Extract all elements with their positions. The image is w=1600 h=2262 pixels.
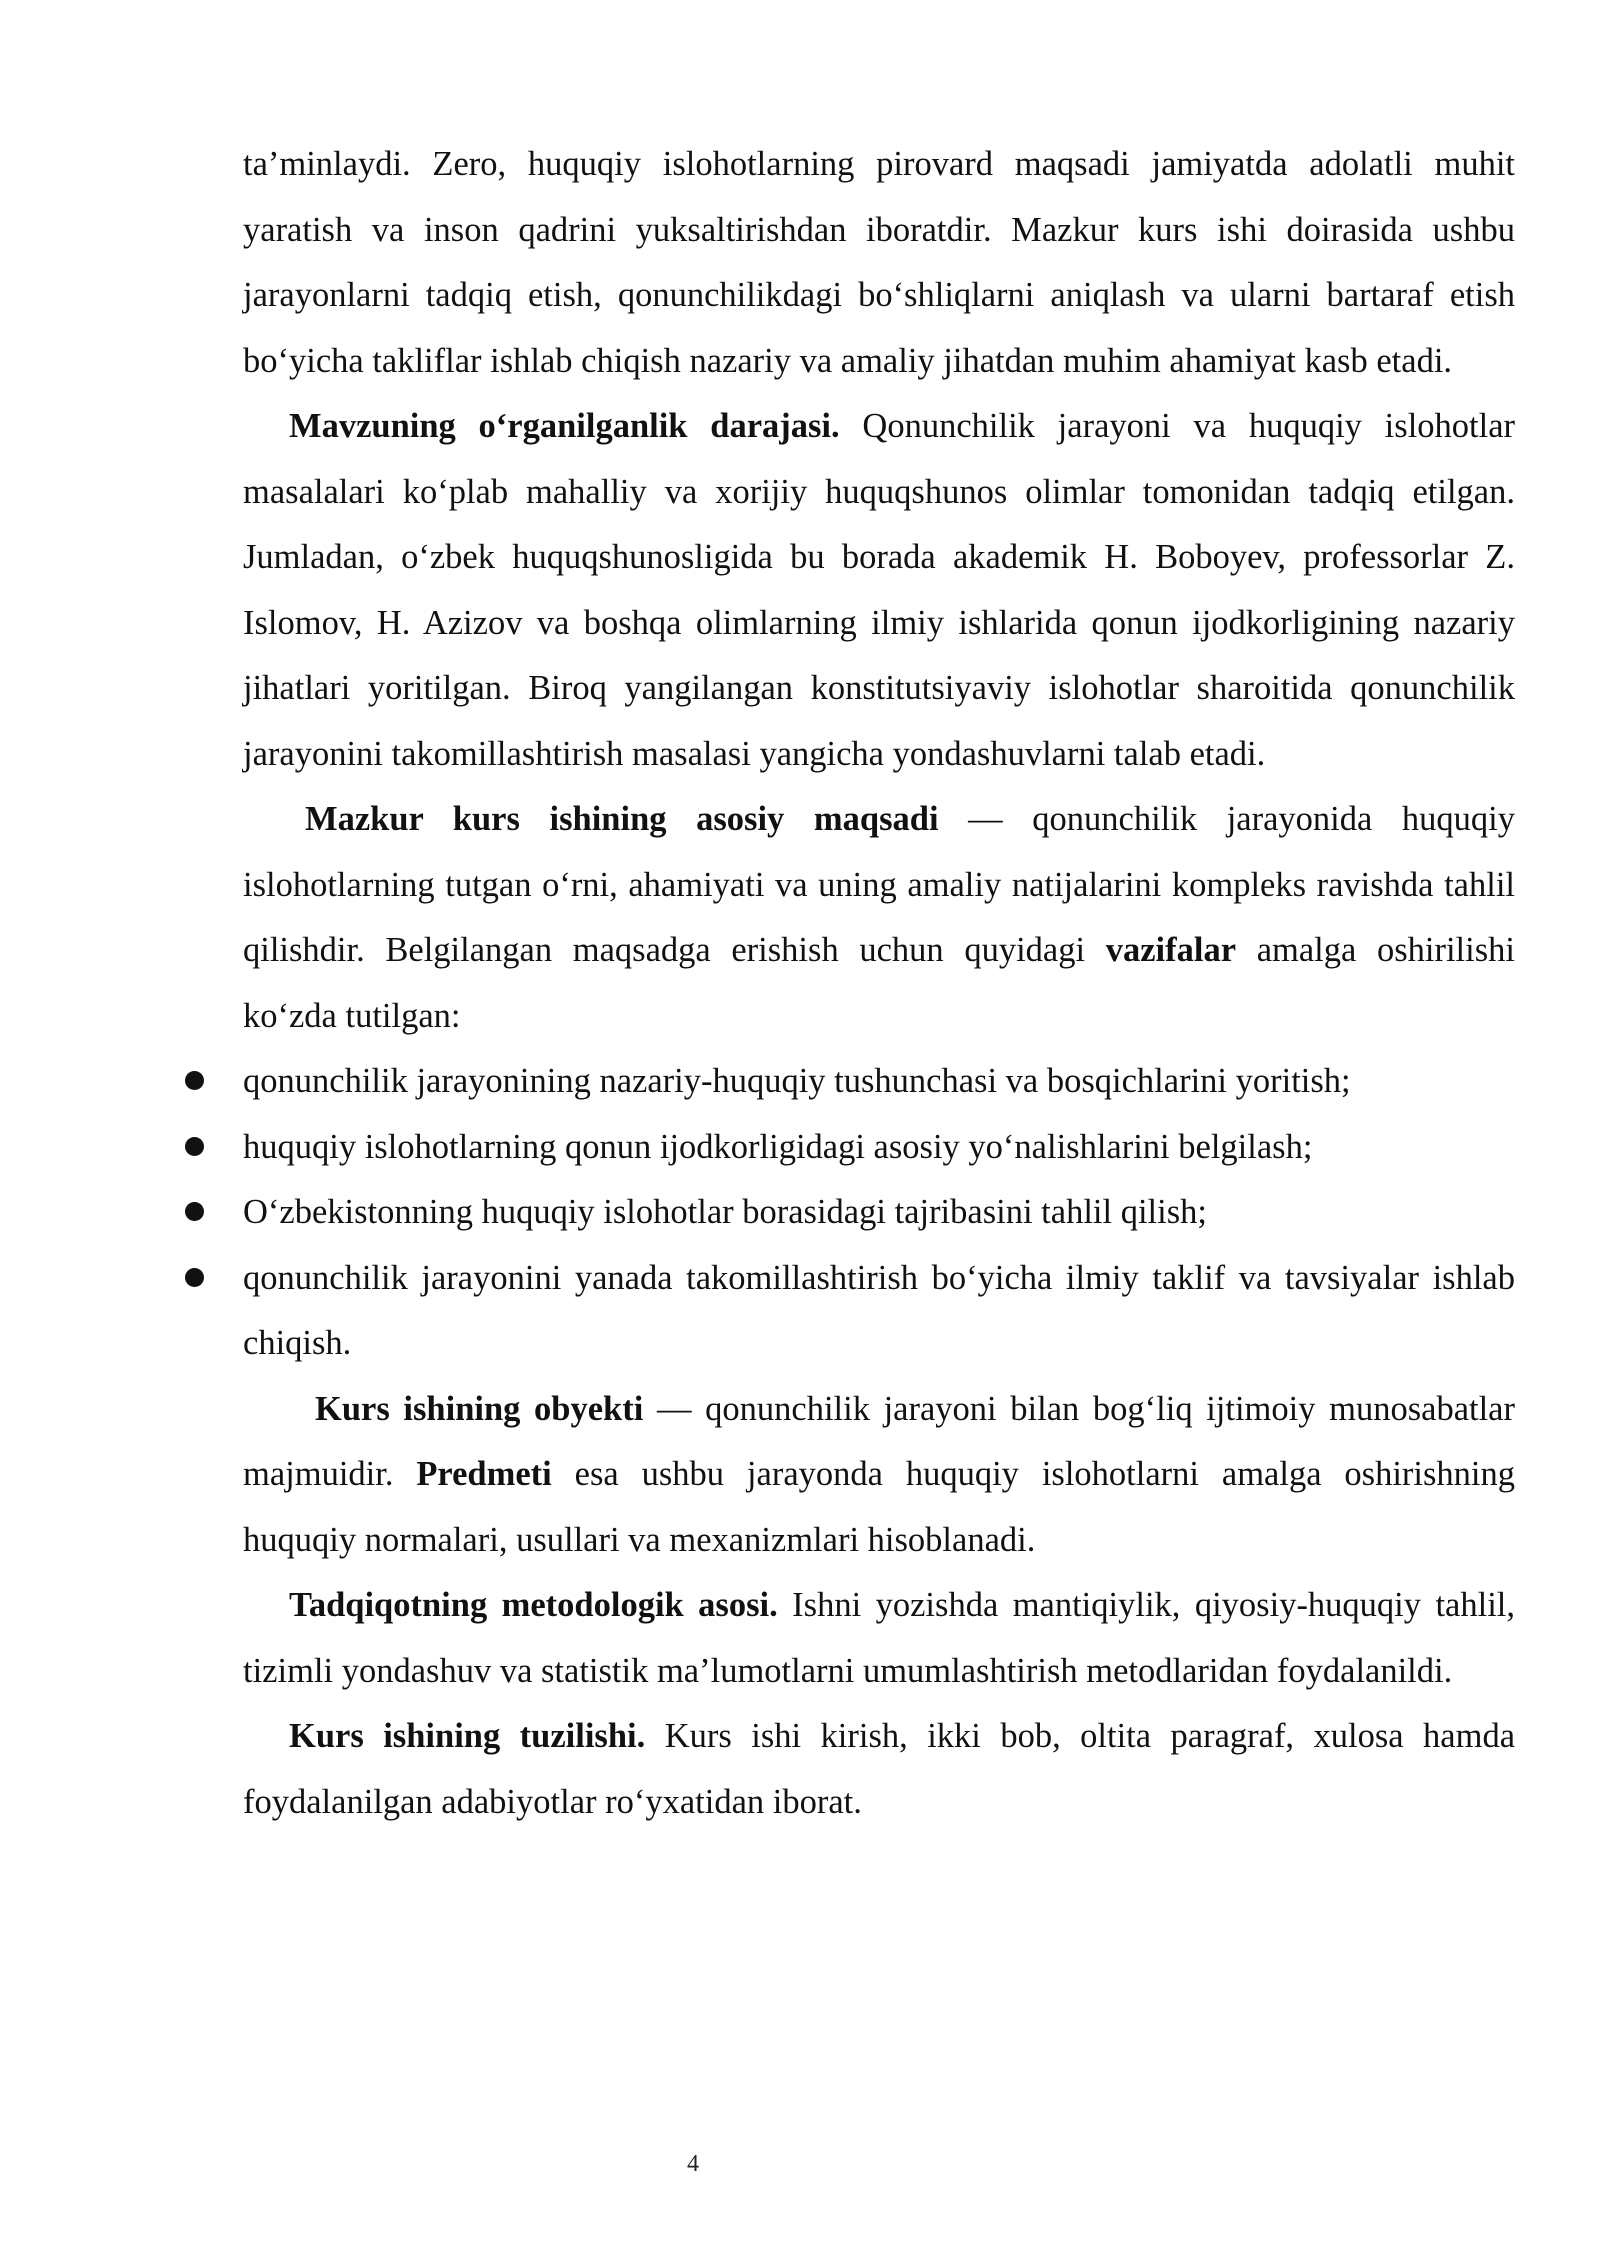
list-item: [243, 1246, 1515, 1377]
paragraph-text: — qonunchilik jarayonida huquqiy islohotlarning tutgan o‘rni, ahamiyati va uning amaliy natijalarini kompleks ravishda tahlil qilishdir. Belgilangan maqsadga erishish uchun quyidagi: [243, 800, 1515, 969]
section-heading-structure: Kurs ishining tuzilishi.: [289, 1717, 646, 1755]
list-item-text: O‘zbekistonning huquqiy islohotlar borasidagi tajribasini tahlil qilish;: [243, 1193, 1207, 1231]
paragraph-structure: [243, 1704, 1515, 1835]
paragraph-main-goal: [243, 787, 1515, 1049]
list-item-text: qonunchilik jarayonini yanada takomillashtirish bo‘yicha ilmiy taklif va tavsiyalar ishlab chiqish.: [243, 1258, 1515, 1362]
paragraph-intro-continuation: [243, 132, 1515, 394]
paragraph-text: Ishni yozishda mantiqiylik, qiyosiy-huquqiy tahlil, tizimli yondashuv va statistik ma’lumotlarni umumlashtirish metodlaridan foydalanildi.: [243, 1586, 1515, 1690]
paragraph-text: Qonunchilik jarayoni va huquqiy islohotlar masalalari ko‘plab mahalliy va xorijiy huquqshunos olimlar tomonidan tadqiq etilgan. Jumladan, o‘zbek huquqshunosligida bu borada akademik H. Boboyev, professorlar Z. Islomov, H. Azizov va boshqa olimlarning ilmiy ishlarida qonun ijodkorligining nazariy jihatlari yoritilgan. Biroq yangilangan konstitutsiyaviy islohotlar sharoitida qonunchilik jarayonini takomillashtirish masalasi yangicha yondashuvlarni talab etadi.: [243, 407, 1516, 773]
paragraph-text: Kurs ishi kirish, ikki bob, oltita paragraf, xulosa hamda foydalanilgan adabiyotlar ro‘yxatidan iborat.: [243, 1717, 1516, 1821]
section-heading-object: Kurs ishining obyekti: [315, 1389, 644, 1428]
bullet-dot-icon: [185, 1202, 204, 1221]
tasks-list: [243, 1049, 1515, 1377]
paragraph-text: esa ushbu jarayonda huquqiy islohotlarni amalga oshirishning huquqiy normalari, usullari va mexanizmlari hisoblanadi.: [243, 1455, 1515, 1559]
paragraph-text: amalga oshirilishi ko‘zda tutilgan:: [243, 931, 1515, 1035]
list-item: [243, 1180, 1515, 1246]
section-heading-main-goal: Mazkur kurs ishining asosiy maqsadi: [305, 800, 939, 838]
page-number: 4: [687, 2151, 699, 2177]
bullet-dot-icon: [185, 1071, 204, 1090]
list-item: [243, 1049, 1515, 1115]
section-heading-methodology: Tadqiqotning metodologik asosi.: [289, 1586, 778, 1624]
list-item-text: qonunchilik jarayonining nazariy-huquqiy tushunchasi va bosqichlarini yoritish;: [243, 1062, 1351, 1100]
list-item: [243, 1115, 1515, 1181]
bullet-dot-icon: [185, 1268, 204, 1287]
document-body: [243, 132, 1515, 1835]
section-heading-study-degree: Mavzuning o‘rganilganlik darajasi.: [289, 407, 840, 445]
paragraph-object-subject: [243, 1377, 1515, 1574]
paragraph-text: — qonunchilik jarayoni bilan bog‘liq ijtimoiy munosabatlar majmuidir.: [243, 1389, 1515, 1493]
paragraph-text: ta’minlaydi. Zero, huquqiy islohotlarning pirovard maqsadi jamiyatda adolatli muhit yaratish va inson qadrini yuksaltirishdan iboratdir. Mazkur kurs ishi doirasida ushbu jarayonlarni tadqiq etish, qonunchilikdagi bo‘shliqlarni aniqlash va ularni bartaraf etish bo‘yicha takliflar ishlab chiqish nazariy va amaliy jihatdan muhim ahamiyat kasb etadi.: [243, 145, 1515, 380]
bold-term-tasks: vazifalar: [1105, 931, 1237, 969]
paragraph-study-degree: [243, 394, 1515, 787]
paragraph-methodology: [243, 1573, 1515, 1704]
list-item-text: huquqiy islohotlarning qonun ijodkorligidagi asosiy yo‘nalishlarini belgilash;: [243, 1127, 1313, 1166]
bold-term-subject: Predmeti: [416, 1455, 552, 1493]
bullet-dot-icon: [185, 1137, 204, 1156]
